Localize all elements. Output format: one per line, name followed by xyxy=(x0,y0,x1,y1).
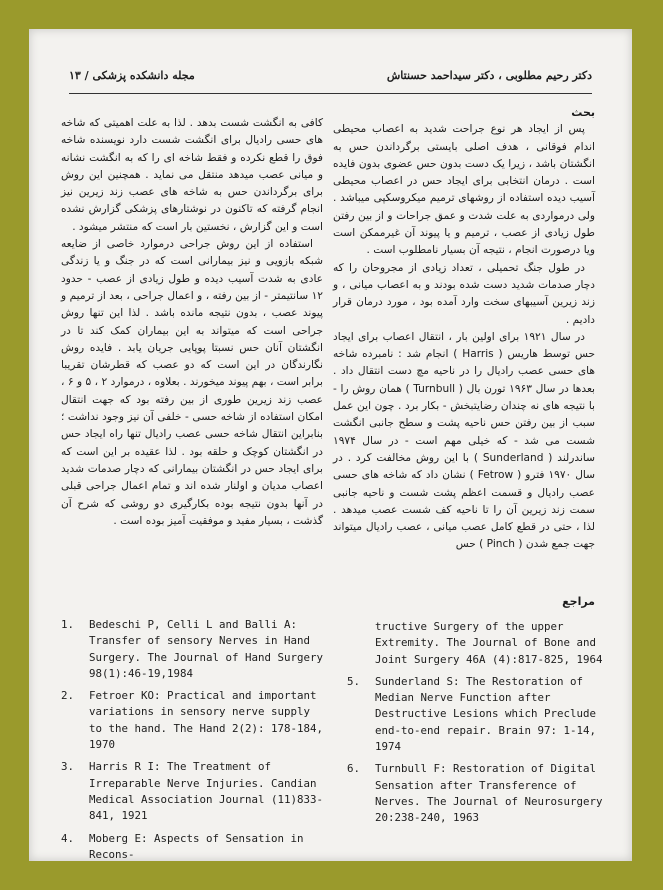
references-left xyxy=(61,617,323,861)
reference-item xyxy=(61,688,323,753)
reference-text: Bedeschi P, Celli L and Balli A: Transfer of sensory Nerves in Hand Surgery. The Journal of Hand Surgery 98(1):46-19,1984 xyxy=(89,618,324,680)
reference-item xyxy=(347,761,617,826)
reference-number: 4. xyxy=(61,831,75,845)
document-page xyxy=(29,29,632,861)
paragraph: استفاده از این روش جراحی درموارد خاصی از ضایعه شبکه بازویی و نیز بیمارانی است که در جنگ و یا زندگی عادی به شدت آسیب دیده و طول زیادی از عصب - حدود ۱۲ سانتیمتر - از بین رفته ، و اعمال جراحی ، بعد از ترمیم و پیوند عصب ، بدون نتیجه مانده باشد . لذا این تنها روش جراحی است که میتواند به این بیماران کمک کند تا در انگشتان آنان حس نسبتا پوپایی جریان یابد . فایده روش نگارندگان در این است که دو عصب که قطرشان تقریبا برابر است ، بهم پیوند میخورند . بعلاوه ، درموارد ۲ ، ۵ و ۶ ، عصب زند زیرین طوری از بین رفته بود که جهت انتقال امکان استفاده از شاخه حسی - خلفی آن نیز وجود نداشت ؛ بنابراین انتقال شاخه حسی عصب رادیال تنها راه ایجاد حس در انگشتان کوچک و حلقه بود . لذا عقیده بر این است که برای ایجاد حس در انگشتان بیمارانی که دچار صدمات شدید اعصاب مدیان و اولنار شده اند و تمام اعمال جراحی قبلی در آنها بدون نتیجه بوده بکارگیری دو روشی که شرح آن گذشت ، بسیار مفید و موفقیت آمیز بوده است . xyxy=(61,238,323,527)
reference-number: 5. xyxy=(347,674,361,688)
paragraph: پس از ایجاد هر نوع جراحت شدید به اعصاب محیطی اندام فوقانی ، هدف اصلی بایستی برگرداندن حس به انگشتان باشد ، زیرا یک دست بدون حس عضوی بدون فایده است . درمان انتخابی برای ایجاد حس در اعصاب محیطی آسیب دیده استفاده از روشهای ترمیم میکروسکپی میباشد . ولی درمواردی به علت شدت و عمق جراحات و از بین رفتن طول زیادی از عصب ، ترمیم و یا پیوند آن غیرممکن است ویا درصورت انجام ، نتیجه آن بسیار نامطلوب است . xyxy=(333,123,595,257)
reference-number: 1. xyxy=(61,618,75,631)
reference-number: 3. xyxy=(61,760,75,774)
reference-text: Turnbull F: Restoration of Digital Sensation after Transference of Nerves. The Journal of Neurosurgery 20:238-240, 1963 xyxy=(375,762,603,825)
reference-item xyxy=(61,831,323,861)
section-title: بحث xyxy=(571,106,595,119)
header-authors: دکتر رحیم مطلوبی ، دکتر سیداحمد حسنتاش xyxy=(386,69,592,82)
right-column xyxy=(333,104,595,554)
left-column xyxy=(61,115,323,530)
running-header xyxy=(69,69,592,89)
references-title: مراجع xyxy=(562,595,595,608)
reference-text: Moberg E: Aspects of Sensation in Recons- xyxy=(89,831,304,861)
references-right xyxy=(347,619,617,833)
reference-item xyxy=(347,674,617,755)
paragraph: کافی به انگشت شست بدهد . لذا به علت اهمیتی که شاخه های حسی رادیال برای انگشت شست دارد نویسنده شاخه فوق را قطع نکرده و فقط شاخه ای را که به انگشت نشانه و میانی عصب میدهد منتقل می نماید . همچنین این روش برای برگرداندن حس به شاخه های عصب زند زیرین نیز انجام گرفته که تاکنون در نوشتارهای پزشکی گزارش نشده است و این گزارش ، نخستین بار است که منتشر میشود . xyxy=(61,117,323,233)
reference-item xyxy=(61,759,323,824)
reference-item xyxy=(375,619,617,668)
reference-number: 2. xyxy=(61,689,75,703)
reference-text: tructive Surgery of the upper Extremity. The Journal of Bone and Joint Surgery 46A (4):817-825, 1964 xyxy=(375,620,603,666)
header-journal: مجله دانشکده پزشکی / ۱۳ xyxy=(69,69,195,82)
paragraph: در سال ۱۹۲۱ برای اولین بار ، انتقال اعصاب برای ایجاد حس توسط هاریس ( Harris ) انجام شد : نامبرده شاخه های حسی عصب رادیال را در ناحیه مچ دست انتقال داد . بعدها در سال ۱۹۶۳ تورن بال ( Turnbull ) همان روش را - با نتیجه های نه چندان رضایتبخش - بکار برد . چون این عمل سبب از بین رفتن حس ناحیه پشت و سطح جانبی انگشت شست می شد - که خیلی مهم است - در سال ۱۹۷۴ ساندرلند ( Sunderland ) با این روش مخالفت کرد . در سال ۱۹۷۰ فترو ( Fetrow ) نشان داد که شاخه های حسی عصب رادیال و قسمت اعظم پشت شست و ناحیه جانبی سمت زند زیرین آن را تا ناحیه کف شست عصب میدهد . لذا ، حتی در قطع کامل عصب میانی ، عصب رادیال میتواند جهت جمع شدن ( Pinch ) حس xyxy=(333,330,596,551)
reference-number: 6. xyxy=(347,762,361,776)
reference-item xyxy=(61,617,323,682)
paragraph: در طول جنگ تحمیلی ، تعداد زیادی از مجروحان را که دچار صدمات شدید دست شده بودند و به اعصاب میانی ، و زند زیرین آسیبهای سخت وارد آمده بود ، مورد درمان قرار دادیم . xyxy=(333,261,595,326)
reference-text: Sunderland S: The Restoration of Median Nerve Function after Destructive Lesions which Preclude end-to-end repair. Brain 97: 1-14, 1974 xyxy=(375,674,597,754)
header-rule xyxy=(69,93,592,94)
reference-text: Fetroer KO: Practical and important variations in sensory nerve supply to the hand. The Hand 2(2): 178-184, 1970 xyxy=(89,689,324,752)
reference-text: Harris R I: The Treatment of Irreparable Nerve Injuries. Candian Medical Association Journal (11)833-841, 1921 xyxy=(89,760,324,823)
